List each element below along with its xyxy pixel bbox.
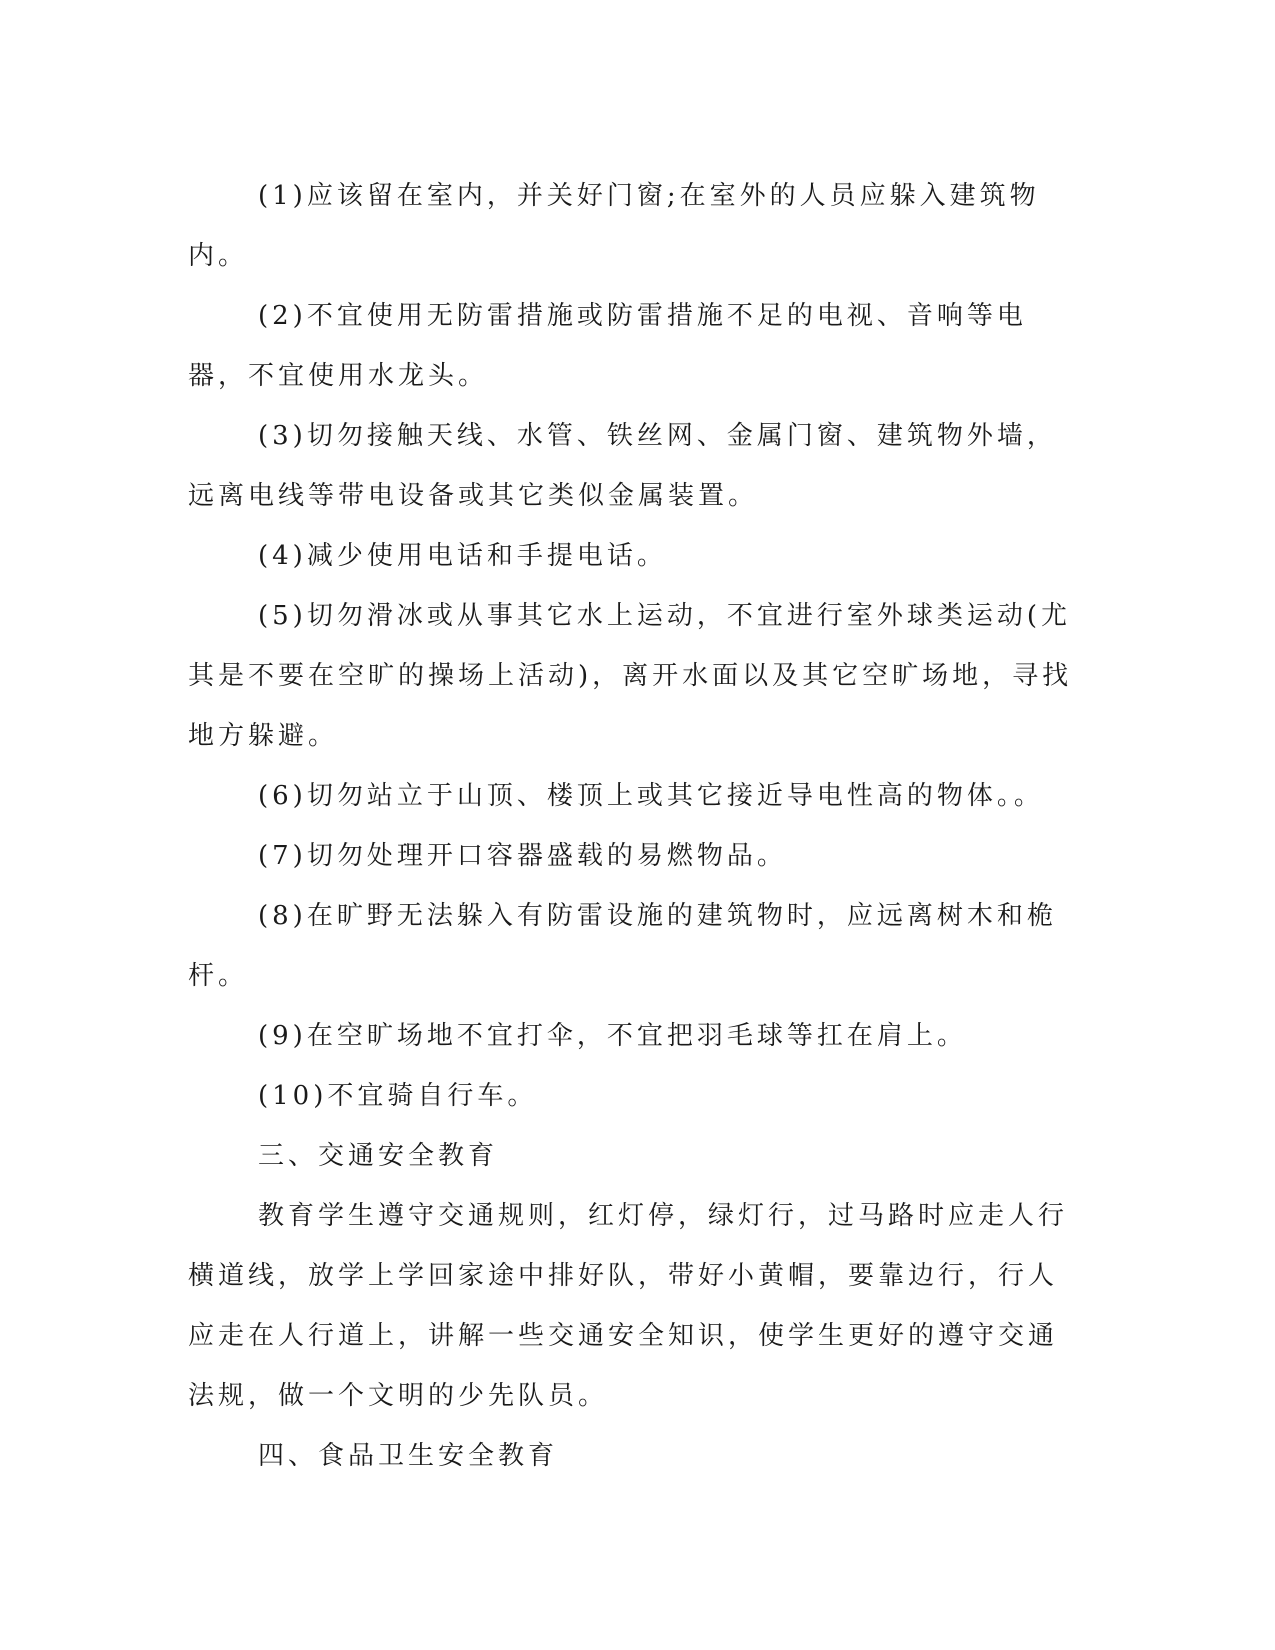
paragraph-lightning-2: (2)不宜使用无防雷措施或防雷措施不足的电视、音响等电器，不宜使用水龙头。 [188,301,1027,391]
paragraph-lightning-1: (1)应该留在室内，并关好门窗;在室外的人员应躲入建筑物内。 [188,181,1040,271]
paragraph-lightning-7: (7)切勿处理开口容器盛载的易燃物品。 [258,841,787,871]
section-heading-traffic: 三、交通安全教育 [258,1141,499,1171]
paragraph-lightning-4: (4)减少使用电话和手提电话。 [258,541,667,571]
document-body [188,166,1078,1486]
section-heading-food: 四、食品卫生安全教育 [258,1441,559,1471]
paragraph-lightning-8: (8)在旷野无法躲入有防雷设施的建筑物时，应远离树木和桅杆。 [188,901,1057,991]
paragraph-lightning-6: (6)切勿站立于山顶、楼顶上或其它接近导电性高的物体。。 [258,781,1044,811]
paragraph-lightning-3: (3)切勿接触天线、水管、铁丝网、金属门窗、建筑物外墙，远离电线等带电设备或其它类似金属装置。 [188,421,1057,511]
paragraph-lightning-9: (9)在空旷场地不宜打伞，不宜把羽毛球等扛在肩上。 [258,1021,967,1051]
paragraph-traffic: 教育学生遵守交通规则，红灯停，绿灯行，过马路时应走人行横道线，放学上学回家途中排好队，带好小黄帽，要靠边行，行人应走在人行道上，讲解一些交通安全知识，使学生更好的遵守交通法规，做一个文明的少先队员。 [188,1201,1069,1411]
paragraph-lightning-5: (5)切勿滑冰或从事其它水上运动，不宜进行室外球类运动(尤其是不要在空旷的操场上活动)，离开水面以及其它空旷场地，寻找地方躲避。 [188,601,1073,751]
paragraph-lightning-10: (10)不宜骑自行车。 [258,1081,538,1111]
